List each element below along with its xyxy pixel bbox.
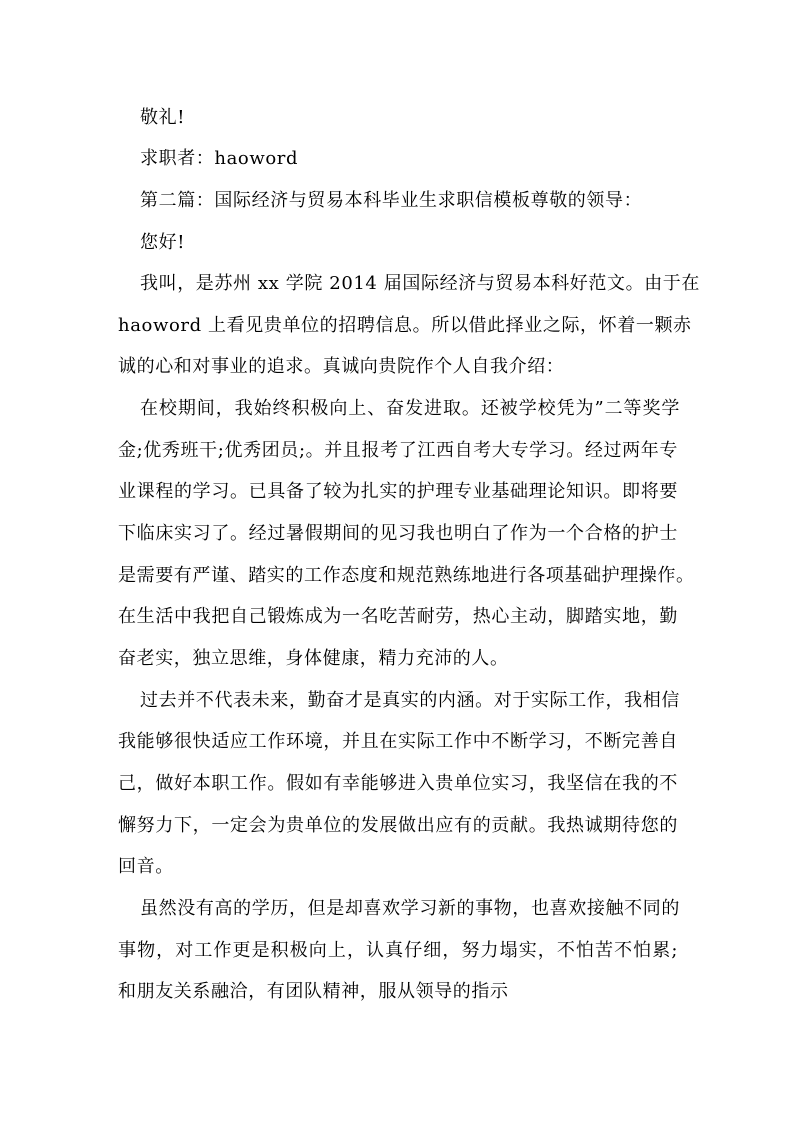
paragraph-line: haoword 上看见贵单位的招聘信息。所以借此择业之际，怀着一颗赤 xyxy=(118,315,692,336)
paragraph-line: 我能够很快适应工作环境，并且在实际工作中不断学习，不断完善自 xyxy=(118,731,678,752)
paragraph-line: 回音。 xyxy=(118,856,174,877)
greeting: 您好! xyxy=(140,232,186,253)
paragraph-line: 业课程的学习。已具备了较为扎实的护理专业基础理论知识。即将要 xyxy=(118,481,678,502)
paragraph-line: 懈努力下，一定会为贵单位的发展做出应有的贡献。我热诚期待您的 xyxy=(118,815,678,836)
paragraph-line: 诚的心和对事业的追求。真诚向贵院作个人自我介绍： xyxy=(118,356,565,377)
paragraph-line: 金;优秀班干;优秀团员;。并且报考了江西自考大专学习。经过两年专 xyxy=(118,440,678,461)
paragraph-line: 事物，对工作更是积极向上，认真仔细，努力塌实，不怕苦不怕累; xyxy=(118,940,678,961)
paragraph-line: 己，做好本职工作。假如有幸能够进入贵单位实习，我坚信在我的不 xyxy=(118,773,678,794)
paragraph-line: 奋老实，独立思维，身体健康，精力充沛的人。 xyxy=(118,648,509,669)
paragraph-line: 过去并不代表未来，勤奋才是真实的内涵。对于实际工作，我相信 xyxy=(140,690,680,711)
paragraph-line: 是需要有严谨、踏实的工作态度和规范熟练地进行各项基础护理操作。 xyxy=(118,565,695,586)
paragraph-line: 在生活中我把自己锻炼成为一名吃苦耐劳，热心主动，脚踏实地，勤 xyxy=(118,606,678,627)
section-heading: 第二篇：国际经济与贸易本科毕业生求职信模板尊敬的领导： xyxy=(140,190,643,211)
paragraph-line: 下临床实习了。经过暑假期间的见习我也明白了作为一个合格的护士 xyxy=(118,523,678,544)
paragraph-line: 和朋友关系融洽，有团队精神，服从领导的指示 xyxy=(118,981,509,1002)
paragraph-line: 在校期间，我始终积极向上、奋发进取。还被学校凭为”二等奖学 xyxy=(140,398,680,419)
applicant-signature: 求职者：haoword xyxy=(140,148,299,169)
paragraph-line: 虽然没有高的学历，但是却喜欢学习新的事物，也喜欢接触不同的 xyxy=(140,898,680,919)
closing-salutation: 敬礼! xyxy=(140,107,186,128)
paragraph-line: 我叫，是苏州 xx 学院 2014 届国际经济与贸易本科好范文。由于在 xyxy=(140,273,700,294)
